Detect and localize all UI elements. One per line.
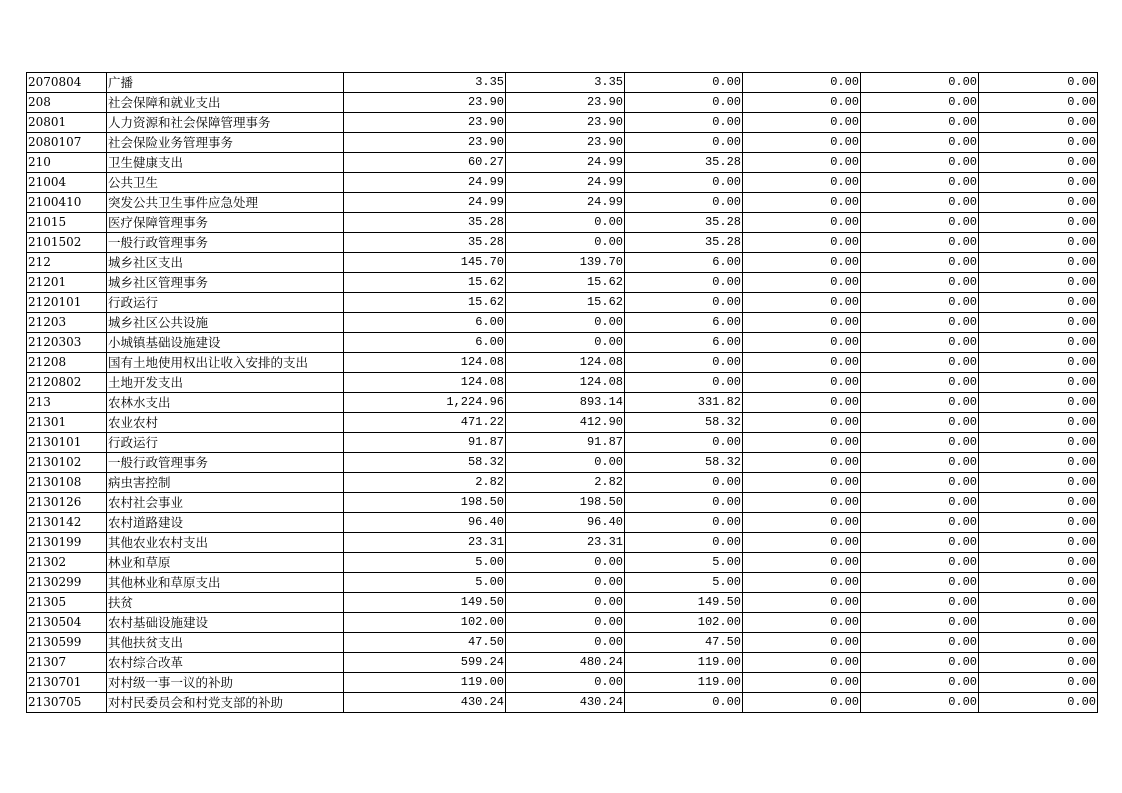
cell-project: 5.00 bbox=[625, 553, 743, 573]
cell-name: 其他扶贫支出 bbox=[107, 633, 344, 653]
cell-col7: 0.00 bbox=[861, 513, 979, 533]
cell-code: 2080107 bbox=[27, 133, 107, 153]
cell-name: 一般行政管理事务 bbox=[107, 453, 344, 473]
cell-name: 社会保险业务管理事务 bbox=[107, 133, 344, 153]
cell-basic: 0.00 bbox=[506, 333, 625, 353]
cell-col6: 0.00 bbox=[743, 393, 861, 413]
cell-basic: 0.00 bbox=[506, 613, 625, 633]
cell-col7: 0.00 bbox=[861, 533, 979, 553]
cell-col7: 0.00 bbox=[861, 213, 979, 233]
cell-code: 21302 bbox=[27, 553, 107, 573]
cell-basic: 24.99 bbox=[506, 193, 625, 213]
table-row bbox=[27, 133, 1098, 153]
table-row bbox=[27, 173, 1098, 193]
cell-basic: 0.00 bbox=[506, 213, 625, 233]
cell-col7: 0.00 bbox=[861, 413, 979, 433]
cell-col8: 0.00 bbox=[979, 633, 1098, 653]
cell-name: 其他农业农村支出 bbox=[107, 533, 344, 553]
table-row bbox=[27, 693, 1098, 713]
cell-col8: 0.00 bbox=[979, 673, 1098, 693]
cell-col7: 0.00 bbox=[861, 553, 979, 573]
cell-col7: 0.00 bbox=[861, 133, 979, 153]
cell-code: 2130599 bbox=[27, 633, 107, 653]
cell-code: 20801 bbox=[27, 113, 107, 133]
cell-code: 2070804 bbox=[27, 73, 107, 93]
cell-col6: 0.00 bbox=[743, 313, 861, 333]
cell-col7: 0.00 bbox=[861, 153, 979, 173]
cell-name: 对村民委员会和村党支部的补助 bbox=[107, 693, 344, 713]
cell-col8: 0.00 bbox=[979, 553, 1098, 573]
cell-col8: 0.00 bbox=[979, 593, 1098, 613]
cell-col8: 0.00 bbox=[979, 433, 1098, 453]
cell-col8: 0.00 bbox=[979, 493, 1098, 513]
cell-basic: 124.08 bbox=[506, 373, 625, 393]
cell-name: 国有土地使用权出让收入安排的支出 bbox=[107, 353, 344, 373]
table-row bbox=[27, 153, 1098, 173]
cell-name: 小城镇基础设施建设 bbox=[107, 333, 344, 353]
cell-total: 430.24 bbox=[344, 693, 506, 713]
cell-name: 人力资源和社会保障管理事务 bbox=[107, 113, 344, 133]
cell-col8: 0.00 bbox=[979, 293, 1098, 313]
cell-col8: 0.00 bbox=[979, 273, 1098, 293]
cell-col7: 0.00 bbox=[861, 473, 979, 493]
cell-name: 林业和草原 bbox=[107, 553, 344, 573]
cell-name: 城乡社区支出 bbox=[107, 253, 344, 273]
cell-project: 58.32 bbox=[625, 413, 743, 433]
table-row bbox=[27, 573, 1098, 593]
cell-total: 3.35 bbox=[344, 73, 506, 93]
cell-col7: 0.00 bbox=[861, 253, 979, 273]
table-row bbox=[27, 313, 1098, 333]
cell-basic: 15.62 bbox=[506, 273, 625, 293]
table-row bbox=[27, 673, 1098, 693]
cell-col8: 0.00 bbox=[979, 213, 1098, 233]
cell-col7: 0.00 bbox=[861, 453, 979, 473]
cell-col7: 0.00 bbox=[861, 573, 979, 593]
cell-code: 2100410 bbox=[27, 193, 107, 213]
cell-total: 124.08 bbox=[344, 373, 506, 393]
cell-project: 0.00 bbox=[625, 353, 743, 373]
cell-col6: 0.00 bbox=[743, 113, 861, 133]
cell-basic: 3.35 bbox=[506, 73, 625, 93]
cell-project: 6.00 bbox=[625, 313, 743, 333]
cell-code: 2130299 bbox=[27, 573, 107, 593]
cell-total: 23.90 bbox=[344, 93, 506, 113]
table-body bbox=[27, 73, 1098, 713]
cell-project: 0.00 bbox=[625, 73, 743, 93]
table-row bbox=[27, 473, 1098, 493]
table-row bbox=[27, 193, 1098, 213]
cell-col6: 0.00 bbox=[743, 413, 861, 433]
table-row bbox=[27, 633, 1098, 653]
cell-col6: 0.00 bbox=[743, 433, 861, 453]
table-row bbox=[27, 113, 1098, 133]
cell-project: 119.00 bbox=[625, 653, 743, 673]
cell-basic: 91.87 bbox=[506, 433, 625, 453]
cell-total: 6.00 bbox=[344, 313, 506, 333]
cell-code: 21015 bbox=[27, 213, 107, 233]
table-row bbox=[27, 373, 1098, 393]
cell-basic: 124.08 bbox=[506, 353, 625, 373]
cell-col8: 0.00 bbox=[979, 253, 1098, 273]
cell-name: 农村基础设施建设 bbox=[107, 613, 344, 633]
cell-total: 5.00 bbox=[344, 553, 506, 573]
cell-col7: 0.00 bbox=[861, 653, 979, 673]
cell-name: 对村级一事一议的补助 bbox=[107, 673, 344, 693]
cell-total: 198.50 bbox=[344, 493, 506, 513]
cell-code: 2130126 bbox=[27, 493, 107, 513]
cell-code: 210 bbox=[27, 153, 107, 173]
cell-col8: 0.00 bbox=[979, 333, 1098, 353]
cell-name: 社会保障和就业支出 bbox=[107, 93, 344, 113]
cell-code: 21004 bbox=[27, 173, 107, 193]
cell-col6: 0.00 bbox=[743, 133, 861, 153]
cell-basic: 0.00 bbox=[506, 453, 625, 473]
cell-basic: 0.00 bbox=[506, 673, 625, 693]
cell-code: 21208 bbox=[27, 353, 107, 373]
cell-col6: 0.00 bbox=[743, 173, 861, 193]
cell-col6: 0.00 bbox=[743, 73, 861, 93]
cell-col8: 0.00 bbox=[979, 653, 1098, 673]
cell-col6: 0.00 bbox=[743, 293, 861, 313]
cell-col6: 0.00 bbox=[743, 653, 861, 673]
cell-basic: 23.90 bbox=[506, 93, 625, 113]
cell-basic: 0.00 bbox=[506, 313, 625, 333]
cell-col6: 0.00 bbox=[743, 473, 861, 493]
cell-col7: 0.00 bbox=[861, 633, 979, 653]
table-row bbox=[27, 93, 1098, 113]
cell-total: 102.00 bbox=[344, 613, 506, 633]
cell-total: 35.28 bbox=[344, 233, 506, 253]
cell-total: 23.31 bbox=[344, 533, 506, 553]
cell-project: 0.00 bbox=[625, 473, 743, 493]
cell-col8: 0.00 bbox=[979, 173, 1098, 193]
cell-col6: 0.00 bbox=[743, 613, 861, 633]
cell-project: 0.00 bbox=[625, 193, 743, 213]
cell-code: 2130705 bbox=[27, 693, 107, 713]
cell-name: 农林水支出 bbox=[107, 393, 344, 413]
table-row bbox=[27, 593, 1098, 613]
cell-basic: 2.82 bbox=[506, 473, 625, 493]
cell-basic: 24.99 bbox=[506, 153, 625, 173]
table-row bbox=[27, 273, 1098, 293]
table-row bbox=[27, 493, 1098, 513]
cell-basic: 23.90 bbox=[506, 113, 625, 133]
cell-basic: 198.50 bbox=[506, 493, 625, 513]
cell-col7: 0.00 bbox=[861, 193, 979, 213]
cell-col6: 0.00 bbox=[743, 333, 861, 353]
cell-col6: 0.00 bbox=[743, 193, 861, 213]
cell-project: 5.00 bbox=[625, 573, 743, 593]
table-row bbox=[27, 433, 1098, 453]
cell-basic: 139.70 bbox=[506, 253, 625, 273]
cell-basic: 0.00 bbox=[506, 593, 625, 613]
cell-col8: 0.00 bbox=[979, 233, 1098, 253]
cell-col6: 0.00 bbox=[743, 673, 861, 693]
cell-col6: 0.00 bbox=[743, 253, 861, 273]
cell-basic: 430.24 bbox=[506, 693, 625, 713]
table-row bbox=[27, 513, 1098, 533]
cell-col8: 0.00 bbox=[979, 413, 1098, 433]
cell-name: 农业农村 bbox=[107, 413, 344, 433]
cell-code: 21301 bbox=[27, 413, 107, 433]
cell-project: 6.00 bbox=[625, 333, 743, 353]
budget-table bbox=[26, 72, 1098, 713]
cell-code: 208 bbox=[27, 93, 107, 113]
cell-code: 2130108 bbox=[27, 473, 107, 493]
cell-col8: 0.00 bbox=[979, 533, 1098, 553]
cell-total: 145.70 bbox=[344, 253, 506, 273]
cell-basic: 480.24 bbox=[506, 653, 625, 673]
cell-project: 0.00 bbox=[625, 173, 743, 193]
cell-total: 2.82 bbox=[344, 473, 506, 493]
cell-name: 公共卫生 bbox=[107, 173, 344, 193]
cell-code: 213 bbox=[27, 393, 107, 413]
cell-project: 6.00 bbox=[625, 253, 743, 273]
cell-name: 一般行政管理事务 bbox=[107, 233, 344, 253]
cell-name: 医疗保障管理事务 bbox=[107, 213, 344, 233]
cell-basic: 23.90 bbox=[506, 133, 625, 153]
cell-project: 0.00 bbox=[625, 93, 743, 113]
cell-name: 扶贫 bbox=[107, 593, 344, 613]
cell-project: 0.00 bbox=[625, 273, 743, 293]
cell-total: 6.00 bbox=[344, 333, 506, 353]
cell-project: 0.00 bbox=[625, 693, 743, 713]
cell-project: 0.00 bbox=[625, 373, 743, 393]
cell-col6: 0.00 bbox=[743, 573, 861, 593]
table-row bbox=[27, 413, 1098, 433]
cell-col8: 0.00 bbox=[979, 313, 1098, 333]
cell-project: 0.00 bbox=[625, 493, 743, 513]
cell-code: 2130199 bbox=[27, 533, 107, 553]
cell-col7: 0.00 bbox=[861, 393, 979, 413]
cell-basic: 0.00 bbox=[506, 233, 625, 253]
cell-col7: 0.00 bbox=[861, 313, 979, 333]
cell-col6: 0.00 bbox=[743, 513, 861, 533]
cell-code: 2130701 bbox=[27, 673, 107, 693]
cell-col6: 0.00 bbox=[743, 633, 861, 653]
cell-col8: 0.00 bbox=[979, 473, 1098, 493]
cell-col7: 0.00 bbox=[861, 693, 979, 713]
cell-code: 2130504 bbox=[27, 613, 107, 633]
cell-code: 2130102 bbox=[27, 453, 107, 473]
cell-code: 21305 bbox=[27, 593, 107, 613]
cell-col7: 0.00 bbox=[861, 493, 979, 513]
cell-project: 58.32 bbox=[625, 453, 743, 473]
cell-name: 城乡社区公共设施 bbox=[107, 313, 344, 333]
cell-col7: 0.00 bbox=[861, 353, 979, 373]
cell-project: 0.00 bbox=[625, 533, 743, 553]
cell-col6: 0.00 bbox=[743, 93, 861, 113]
table-row bbox=[27, 233, 1098, 253]
cell-col6: 0.00 bbox=[743, 373, 861, 393]
table-row bbox=[27, 213, 1098, 233]
cell-col8: 0.00 bbox=[979, 193, 1098, 213]
cell-project: 119.00 bbox=[625, 673, 743, 693]
cell-total: 119.00 bbox=[344, 673, 506, 693]
cell-name: 农村道路建设 bbox=[107, 513, 344, 533]
table-row bbox=[27, 253, 1098, 273]
cell-project: 149.50 bbox=[625, 593, 743, 613]
cell-col7: 0.00 bbox=[861, 113, 979, 133]
cell-col7: 0.00 bbox=[861, 593, 979, 613]
cell-col7: 0.00 bbox=[861, 373, 979, 393]
table-row bbox=[27, 293, 1098, 313]
cell-col7: 0.00 bbox=[861, 613, 979, 633]
cell-total: 23.90 bbox=[344, 113, 506, 133]
cell-basic: 0.00 bbox=[506, 553, 625, 573]
cell-code: 2120802 bbox=[27, 373, 107, 393]
cell-col8: 0.00 bbox=[979, 153, 1098, 173]
cell-name: 行政运行 bbox=[107, 293, 344, 313]
cell-total: 15.62 bbox=[344, 273, 506, 293]
cell-name: 病虫害控制 bbox=[107, 473, 344, 493]
cell-basic: 412.90 bbox=[506, 413, 625, 433]
cell-total: 23.90 bbox=[344, 133, 506, 153]
cell-col8: 0.00 bbox=[979, 133, 1098, 153]
cell-total: 599.24 bbox=[344, 653, 506, 673]
cell-total: 96.40 bbox=[344, 513, 506, 533]
cell-col6: 0.00 bbox=[743, 693, 861, 713]
cell-col8: 0.00 bbox=[979, 693, 1098, 713]
cell-code: 2101502 bbox=[27, 233, 107, 253]
cell-code: 2120101 bbox=[27, 293, 107, 313]
cell-col7: 0.00 bbox=[861, 73, 979, 93]
cell-project: 0.00 bbox=[625, 513, 743, 533]
cell-project: 0.00 bbox=[625, 293, 743, 313]
table-row bbox=[27, 533, 1098, 553]
cell-project: 0.00 bbox=[625, 133, 743, 153]
cell-col6: 0.00 bbox=[743, 153, 861, 173]
cell-code: 2130142 bbox=[27, 513, 107, 533]
cell-name: 广播 bbox=[107, 73, 344, 93]
table-row bbox=[27, 453, 1098, 473]
cell-project: 0.00 bbox=[625, 433, 743, 453]
cell-col8: 0.00 bbox=[979, 613, 1098, 633]
cell-col7: 0.00 bbox=[861, 93, 979, 113]
cell-basic: 96.40 bbox=[506, 513, 625, 533]
cell-name: 行政运行 bbox=[107, 433, 344, 453]
cell-project: 0.00 bbox=[625, 113, 743, 133]
cell-col7: 0.00 bbox=[861, 273, 979, 293]
cell-code: 2120303 bbox=[27, 333, 107, 353]
cell-name: 城乡社区管理事务 bbox=[107, 273, 344, 293]
cell-col8: 0.00 bbox=[979, 513, 1098, 533]
cell-name: 卫生健康支出 bbox=[107, 153, 344, 173]
cell-code: 21201 bbox=[27, 273, 107, 293]
cell-basic: 893.14 bbox=[506, 393, 625, 413]
cell-basic: 23.31 bbox=[506, 533, 625, 553]
cell-col7: 0.00 bbox=[861, 433, 979, 453]
cell-project: 35.28 bbox=[625, 213, 743, 233]
cell-col8: 0.00 bbox=[979, 113, 1098, 133]
cell-project: 331.82 bbox=[625, 393, 743, 413]
cell-total: 60.27 bbox=[344, 153, 506, 173]
cell-col6: 0.00 bbox=[743, 593, 861, 613]
cell-total: 24.99 bbox=[344, 193, 506, 213]
cell-total: 149.50 bbox=[344, 593, 506, 613]
cell-total: 35.28 bbox=[344, 213, 506, 233]
cell-total: 1,224.96 bbox=[344, 393, 506, 413]
cell-code: 212 bbox=[27, 253, 107, 273]
cell-col7: 0.00 bbox=[861, 173, 979, 193]
cell-name: 农村综合改革 bbox=[107, 653, 344, 673]
cell-name: 农村社会事业 bbox=[107, 493, 344, 513]
cell-col6: 0.00 bbox=[743, 493, 861, 513]
cell-project: 35.28 bbox=[625, 153, 743, 173]
cell-col6: 0.00 bbox=[743, 533, 861, 553]
cell-col8: 0.00 bbox=[979, 453, 1098, 473]
table-row bbox=[27, 333, 1098, 353]
table-row bbox=[27, 653, 1098, 673]
table-row bbox=[27, 353, 1098, 373]
cell-total: 471.22 bbox=[344, 413, 506, 433]
cell-total: 47.50 bbox=[344, 633, 506, 653]
table-row bbox=[27, 553, 1098, 573]
cell-col8: 0.00 bbox=[979, 353, 1098, 373]
cell-total: 91.87 bbox=[344, 433, 506, 453]
cell-project: 47.50 bbox=[625, 633, 743, 653]
cell-col6: 0.00 bbox=[743, 213, 861, 233]
cell-project: 102.00 bbox=[625, 613, 743, 633]
cell-basic: 0.00 bbox=[506, 573, 625, 593]
cell-col6: 0.00 bbox=[743, 273, 861, 293]
cell-project: 35.28 bbox=[625, 233, 743, 253]
cell-total: 24.99 bbox=[344, 173, 506, 193]
table-row bbox=[27, 613, 1098, 633]
cell-basic: 0.00 bbox=[506, 633, 625, 653]
cell-col6: 0.00 bbox=[743, 553, 861, 573]
cell-code: 2130101 bbox=[27, 433, 107, 453]
cell-col6: 0.00 bbox=[743, 353, 861, 373]
cell-col7: 0.00 bbox=[861, 673, 979, 693]
cell-name: 土地开发支出 bbox=[107, 373, 344, 393]
cell-code: 21203 bbox=[27, 313, 107, 333]
cell-col7: 0.00 bbox=[861, 333, 979, 353]
cell-name: 其他林业和草原支出 bbox=[107, 573, 344, 593]
cell-total: 15.62 bbox=[344, 293, 506, 313]
cell-basic: 24.99 bbox=[506, 173, 625, 193]
cell-col8: 0.00 bbox=[979, 73, 1098, 93]
cell-col6: 0.00 bbox=[743, 233, 861, 253]
cell-col8: 0.00 bbox=[979, 373, 1098, 393]
table-row bbox=[27, 393, 1098, 413]
cell-code: 21307 bbox=[27, 653, 107, 673]
cell-basic: 15.62 bbox=[506, 293, 625, 313]
cell-col6: 0.00 bbox=[743, 453, 861, 473]
cell-col7: 0.00 bbox=[861, 293, 979, 313]
cell-total: 5.00 bbox=[344, 573, 506, 593]
table-row bbox=[27, 73, 1098, 93]
cell-col8: 0.00 bbox=[979, 93, 1098, 113]
cell-name: 突发公共卫生事件应急处理 bbox=[107, 193, 344, 213]
cell-col8: 0.00 bbox=[979, 393, 1098, 413]
cell-total: 124.08 bbox=[344, 353, 506, 373]
cell-col8: 0.00 bbox=[979, 573, 1098, 593]
cell-col7: 0.00 bbox=[861, 233, 979, 253]
cell-total: 58.32 bbox=[344, 453, 506, 473]
